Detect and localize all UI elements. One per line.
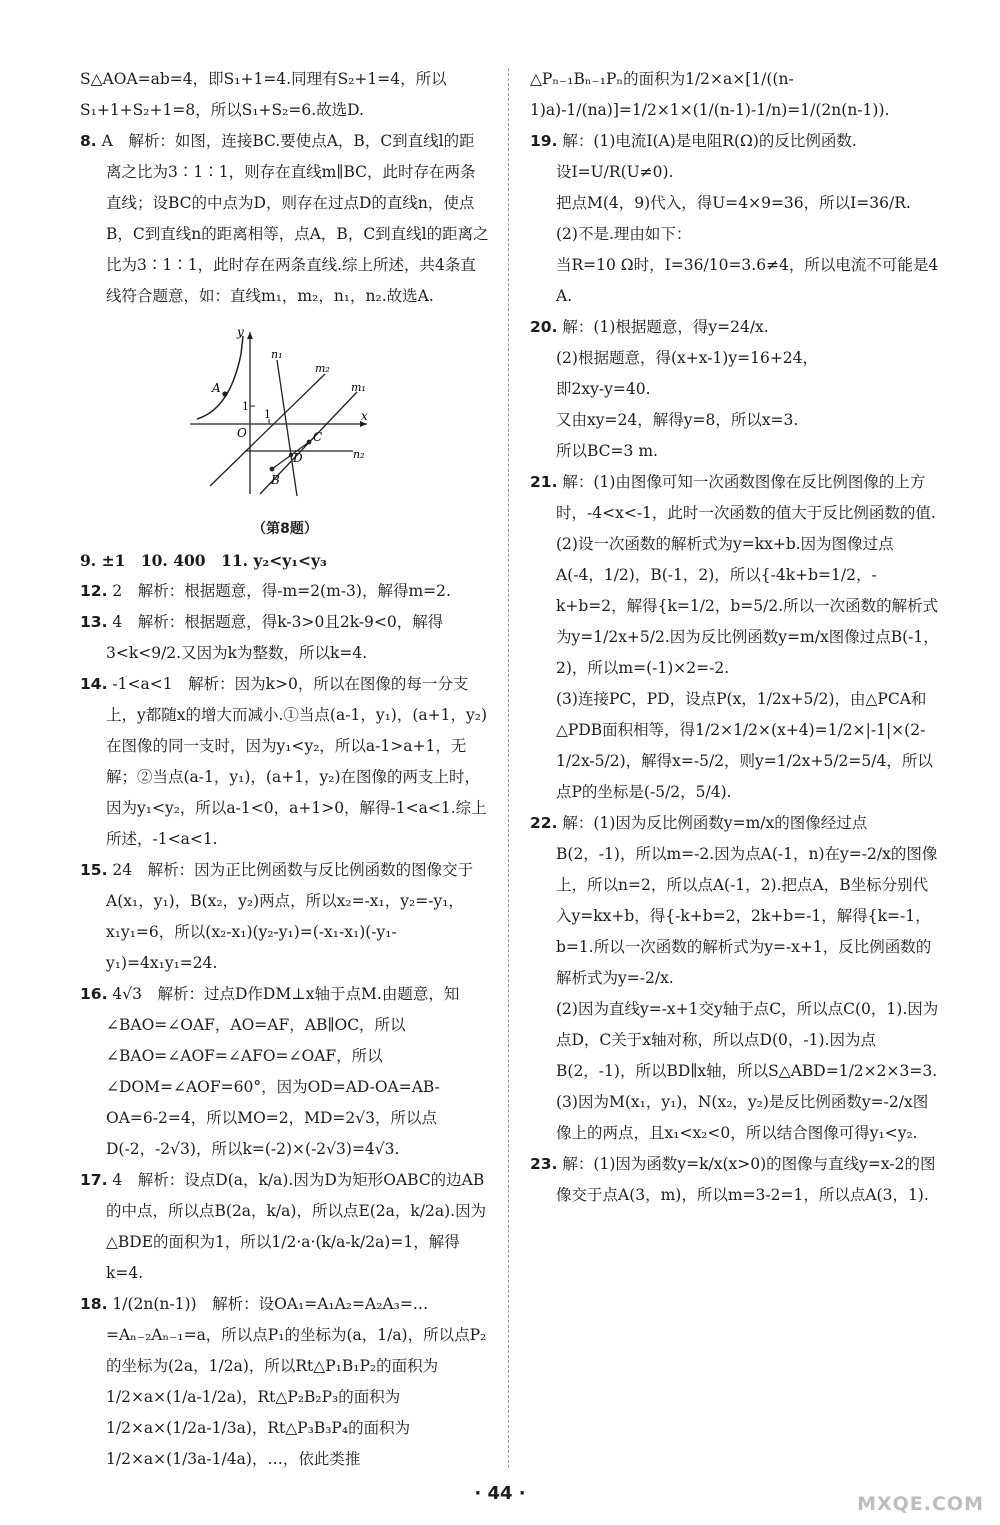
- label-point-C: C: [313, 430, 323, 444]
- answer-line: (3)连接PC，PD，设点P(x，1/2x+5/2)，由△PCA和△PDB面积相等，得1/2×1/2×(x+4)=1/2×|-1|×(2-1/2x-5/2)，解得x=-5/2，则y=1/2x+5/2=5/4，所以点P的坐标是(-5/2，5/4).: [556, 690, 933, 801]
- label-m1: m₁: [351, 381, 366, 394]
- question-17: [80, 1165, 490, 1289]
- label-x: x: [361, 409, 368, 423]
- question-number: 17.: [80, 1171, 108, 1189]
- left-column: [80, 64, 490, 1475]
- label-n1: n₁: [271, 348, 283, 361]
- label-one-y: 1: [242, 400, 249, 413]
- paragraph: △Pₙ₋₁Bₙ₋₁Pₙ的面积为1/2×a×[1/((n-1)a)-1/(na)]=1/2×1×(1/(n-1)-1/n)=1/(2n(n-1)).: [530, 70, 890, 119]
- answer-text: 24 解析：因为正比例函数与反比例函数的图像交于A(x₁，y₁)，B(x₂，y₂)两点，所以x₂=-x₁，y₂=-y₁，x₁y₁=6，所以(x₂-x₁)(y₂-y₁)=(-x₁-x₁)(-y₁-y₁)=4x₁y₁=24.: [106, 861, 474, 972]
- question-number: 21.: [530, 473, 558, 491]
- right-column: [530, 64, 940, 1211]
- watermark-text: MXQE.COM: [857, 1493, 984, 1515]
- answer-text: A 解析：如图，连接BC.要使点A，B，C到直线l的距离之比为3∶1∶1，则存在直线m∥BC，此时存在两条直线；设BC的中点为D，则存在过点D的直线n，使点B，C到直线n的距离相等，点A，B，C到直线l的距离之比为3∶1∶1，此时存在两条直线.综上所述，共4条直线符合题意，如：直线m₁，m₂，n₁，n₂.故选A.: [101, 132, 489, 305]
- question-20: [530, 312, 940, 343]
- question-number: 20.: [530, 318, 558, 336]
- answer-line: (2)因为直线y=-x+1交y轴于点C，所以点C(0，1).因为点D，C关于x轴对称，所以点D(0，-1).因为点B(2，-1)，所以BD∥x轴，所以S△ABD=1/2×2×3=3.: [556, 1000, 939, 1080]
- question-8: [80, 126, 490, 312]
- answer-line: 所以BC=3 m.: [556, 442, 658, 460]
- label-one-x: 1: [264, 408, 271, 421]
- watermark-logo: [844, 1449, 994, 1519]
- answer-line: 把点M(4，9)代入，得U=4×9=36，所以I=36/R.: [556, 194, 911, 212]
- page-number: · 44 ·: [474, 1483, 526, 1504]
- answer-text: 4√3 解析：过点D作DM⊥x轴于点M.由题意，知∠BAO=∠OAF，AO=AF，AB∥OC，所以∠BAO=∠AOF=∠AFO=∠OAF，所以∠DOM=∠AOF=60°，因为OD=AD-OA=AB-OA=6-2=4，所以MO=2，MD=2√3，所以点D(-2，-2√3)，所以k=(-2)×(-2√3)=4√3.: [106, 985, 460, 1158]
- answer-line: 又由xy=24，解得y=8，所以x=3.: [556, 411, 799, 429]
- question-number: 13.: [80, 613, 108, 631]
- coordinate-figure: [185, 324, 385, 499]
- answer-text: 4 解析：根据题意，得k-3>0且2k-9<0，解得3<k<9/2.又因为k为整数，所以k=4.: [106, 613, 444, 662]
- paragraph: S₁+1+S₂+1=8，所以S₁+S₂=6.故选D.: [80, 101, 364, 119]
- answer-line: (2)根据题意，得(x+x-1)y=16+24，: [556, 349, 819, 367]
- answer-line: (2)设一次函数的解析式为y=kx+b.因为图像过点A(-4，1/2)，B(-1，2)，所以{-4k+b=1/2，-k+b=2，解得{k=1/2，b=5/2.所以一次函数的解析式为y=1/2x+5/2.因为反比例函数y=m/x图像过点B(-1，2)，所以m=(-1)×2=-2.: [556, 535, 939, 677]
- question-13: [80, 607, 490, 669]
- answer-line: 即2xy-y=40.: [556, 380, 651, 398]
- question-21: [530, 467, 940, 529]
- question-12: [80, 576, 490, 607]
- label-point-D: D: [293, 451, 303, 465]
- question-16: [80, 979, 490, 1165]
- answer-line: 当R=10 Ω时，I=36/10=3.6≠4，所以电流不可能是4 A.: [556, 256, 939, 305]
- question-number: 12.: [80, 582, 108, 600]
- answer-text: 解：(1)根据题意，得y=24/x.: [562, 318, 769, 336]
- question-number: 19.: [530, 132, 558, 150]
- question-number: 16.: [80, 985, 108, 1003]
- column-divider: [508, 68, 509, 1468]
- label-point-B: B: [271, 473, 280, 487]
- answer-text: 解：(1)因为反比例函数y=m/x的图像经过点B(2，-1)，所以m=-2.因为点A(-1，n)在y=-2/x的图像上，所以n=2，所以点A(-1，2).把点A，B坐标分别代入y=kx+b，得{-k+b=2，2k+b=-1，解得{k=-1，b=1.所以一次函数的解析式为y=-x+1，反比例函数的解析式为y=-2/x.: [556, 814, 938, 987]
- question-19: [530, 126, 940, 157]
- question-22: [530, 808, 940, 994]
- answer-line: 设I=U/R(U≠0).: [556, 163, 674, 181]
- label-origin: O: [237, 426, 247, 440]
- label-y: y: [237, 325, 244, 339]
- answer-text: 解：(1)因为函数y=k/x(x>0)的图像与直线y=x-2的图像交于点A(3，m)，所以m=3-2=1，所以点A(3，1).: [556, 1155, 936, 1204]
- question-number: 22.: [530, 814, 558, 832]
- question-number: 18.: [80, 1295, 108, 1313]
- answer-text: 1/(2n(n-1)) 解析：设OA₁=A₁A₂=A₂A₃=…=Aₙ₋₂Aₙ₋₁=a，所以点P₁的坐标为(a，1/a)，所以点P₂的坐标为(2a，1/2a)，所以Rt△P₁B₁P₂的面积为1/2×a×(1/a-1/2a)，Rt△P₂B₂P₃的面积为1/2×a×(1/2a-1/3a)，Rt△P₃B₃P₄的面积为1/2×a×(1/3a-1/4a)，…，依此类推: [106, 1295, 487, 1468]
- answer-text: 解：(1)由图像可知一次函数图像在反比例图像的上方时，-4<x<-1，此时一次函数的值大于反比例函数的值.: [556, 473, 936, 522]
- label-point-A: A: [212, 381, 221, 395]
- paragraph: S△AOA=ab=4，即S₁+1=4.同理有S₂+1=4，所以: [80, 70, 447, 88]
- answer-line: (2)不是.理由如下：: [556, 225, 692, 243]
- question-15: [80, 855, 490, 979]
- answer-text: 4 解析：设点D(a，k/a).因为D为矩形OABC的边AB的中点，所以点B(2a，k/a)，所以点E(2a，k/2a).因为△BDE的面积为1，所以1/2·a·(k/a-k/2a)=1，解得k=4.: [106, 1171, 487, 1282]
- answer-line: (3)因为M(x₁，y₁)，N(x₂，y₂)是反比例函数y=-2/x图像上的两点，且x₁<x₂<0，所以结合图像可得y₁<y₂.: [556, 1093, 929, 1142]
- question-18: [80, 1289, 490, 1475]
- answer-text: -1<a<1 解析：因为k>0，所以在图像的每一分支上，y都随x的增大而减小.①当点(a-1，y₁)，(a+1，y₂)在图像的同一支时，因为y₁<y₂，所以a-1>a+1，无解；②当点(a-1，y₁)，(a+1，y₂)在图像的两支上时，因为y₁<y₂，所以a-1<0，a+1>0，解得-1<a<1.综上所述，-1<a<1.: [106, 675, 487, 848]
- question-number: 8.: [80, 132, 97, 150]
- answer-text: 解：(1)电流I(A)是电阻R(Ω)的反比例函数.: [562, 132, 857, 150]
- answers-9-11: 9. ±1 10. 400 11. y₂<y₁<y₃: [80, 551, 327, 570]
- figure-q8: [185, 324, 385, 545]
- question-14: [80, 669, 490, 855]
- question-number: 15.: [80, 861, 108, 879]
- question-23: [530, 1149, 940, 1211]
- question-number: 14.: [80, 675, 108, 693]
- question-number: 23.: [530, 1155, 558, 1173]
- label-n2: n₂: [353, 448, 365, 461]
- figure-caption: （第8题）: [252, 521, 318, 537]
- answer-text: 2 解析：根据题意，得-m=2(m-3)，解得m=2.: [112, 582, 451, 600]
- label-m2: m₂: [315, 362, 330, 375]
